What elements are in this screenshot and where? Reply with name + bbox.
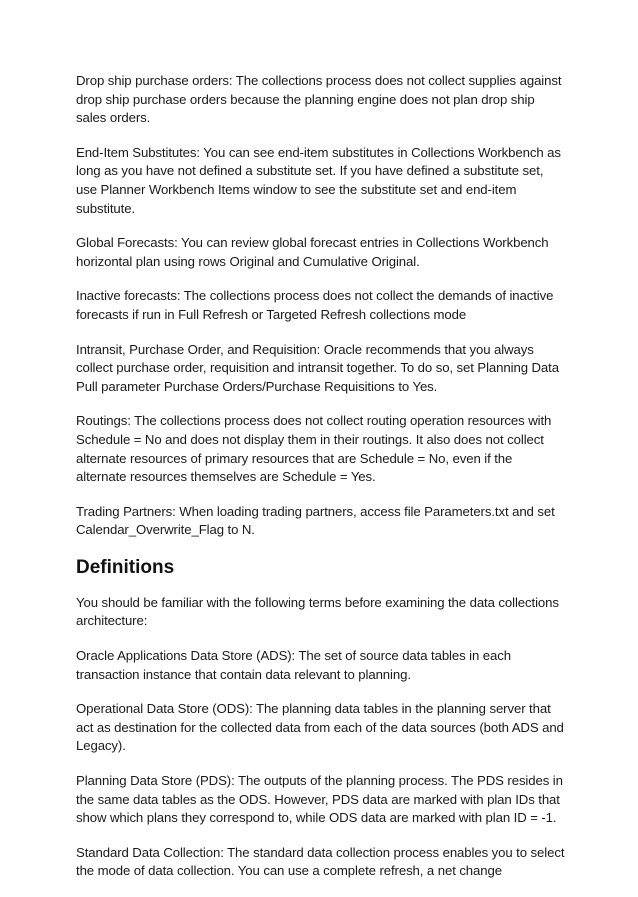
section-heading-definitions: Definitions <box>76 556 175 578</box>
paragraph-routings: Routings: The collections process does not collect routing operation resources with Schedule = No and does not display them in their routings. It also does not collect alternate resources of primary resources that are Schedule = No, even if the alternate resources themselves are Schedule = Yes. <box>76 413 552 485</box>
paragraph-standard-data-collection: Standard Data Collection: The standard data collection process enables you to select the mode of data collection. You can use a complete refresh, a net change <box>76 844 565 879</box>
paragraph-ads: Oracle Applications Data Store (ADS): The set of source data tables in each transaction instance that contain data relevant to planning. <box>76 648 512 682</box>
paragraph-intransit: Intransit, Purchase Order, and Requisition: Oracle recommends that you always collect purchase order, requisition and intransit together. To do so, set Planning Data Pull parameter Purchase Orders/Purchase Requisitions to Yes. <box>76 341 559 394</box>
paragraph-inactive-forecasts: Inactive forecasts: The collections process does not collect the demands of inactive forecasts if run in Full Refresh or Targeted Refresh collections mode <box>76 288 554 322</box>
paragraph-pds: Planning Data Store (PDS): The outputs of the planning process. The PDS resides in the same data tables as the ODS. However, PDS data are marked with plan IDs that show which plans they correspond to, while ODS data are marked with plan ID = -1. <box>76 773 563 826</box>
paragraph-definitions-intro: You should be familiar with the following terms before examining the data collections architecture: <box>76 594 559 629</box>
paragraph-trading-partners: Trading Partners: When loading trading partners, access file Parameters.txt and set Calendar_Overwrite_Flag to N. <box>76 503 555 538</box>
paragraph-global-forecasts: Global Forecasts: You can review global forecast entries in Collections Workbench horizontal plan using rows Original and Cumulative Original. <box>76 235 549 269</box>
document-page <box>76 72 566 897</box>
paragraph-ods: Operational Data Store (ODS): The planning data tables in the planning server that act as destination for the collected data from each of the data sources (both ADS and Legacy). <box>76 701 564 754</box>
paragraph-drop-ship: Drop ship purchase orders: The collections process does not collect supplies against drop ship purchase orders because the planning engine does not plan drop ship sales orders. <box>76 73 562 126</box>
paragraph-end-item-substitutes: End-Item Substitutes: You can see end-item substitutes in Collections Workbench as long as you have not defined a substitute set. If you have defined a substitute set, use Planner Workbench Items window to see the substitute set and end-item substitute. <box>76 144 561 216</box>
